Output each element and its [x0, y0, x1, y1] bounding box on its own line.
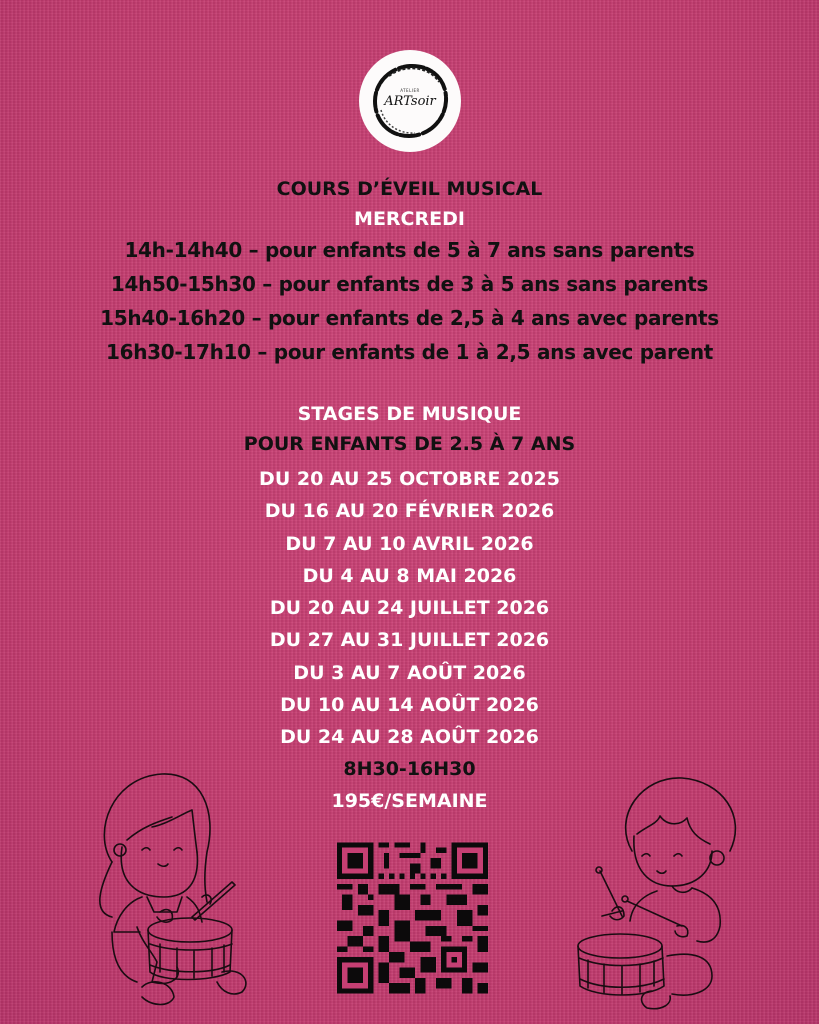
stage-date: DU 24 AU 28 AOÛT 2026: [280, 726, 539, 749]
cours-session: 14h-14h40 – pour enfants de 5 à 7 ans sans parents: [124, 238, 695, 262]
cours-sessions-list: [0, 233, 819, 369]
stage-date: DU 7 AU 10 AVRIL 2026: [285, 532, 534, 555]
cours-day: MERCREDI: [354, 208, 465, 230]
stages-title: STAGES DE MUSIQUE: [297, 403, 522, 425]
cours-session: 16h30-17h10 – pour enfants de 1 à 2,5 ans avec parent: [105, 340, 714, 364]
girl-drummer-icon: [82, 772, 272, 1012]
stage-date: DU 10 AU 14 AOÛT 2026: [280, 694, 539, 717]
stages-subtitle: POUR ENFANTS DE 2.5 À 7 ANS: [243, 433, 576, 455]
boy-drummer-icon: [572, 776, 762, 1016]
cours-session: 15h40-16h20 – pour enfants de 2,5 à 4 ans avec parents: [100, 306, 719, 330]
logo: [359, 50, 461, 152]
cours-title: COURS D’ÉVEIL MUSICAL: [276, 178, 543, 200]
stage-date: DU 27 AU 31 JUILLET 2026: [269, 629, 550, 652]
cours-session: 14h50-15h30 – pour enfants de 3 à 5 ans sans parents: [110, 272, 709, 296]
logo-brand-text: ARTsoir: [384, 94, 436, 109]
stage-date: DU 20 AU 24 JUILLET 2026: [269, 597, 550, 620]
stage-date: DU 16 AU 20 FÉVRIER 2026: [264, 500, 555, 523]
stage-date: DU 3 AU 7 AOÛT 2026: [293, 661, 526, 684]
stage-date: DU 4 AU 8 MAI 2026: [302, 564, 517, 587]
stages-price: 195€/SEMAINE: [331, 790, 488, 812]
qr-code-icon[interactable]: [337, 842, 488, 994]
stages-hours: 8H30-16H30: [343, 758, 476, 780]
stages-dates-list: [0, 463, 819, 754]
logo-small-text: ATELIER: [400, 88, 420, 93]
stage-date: DU 20 AU 25 OCTOBRE 2025: [259, 468, 560, 490]
